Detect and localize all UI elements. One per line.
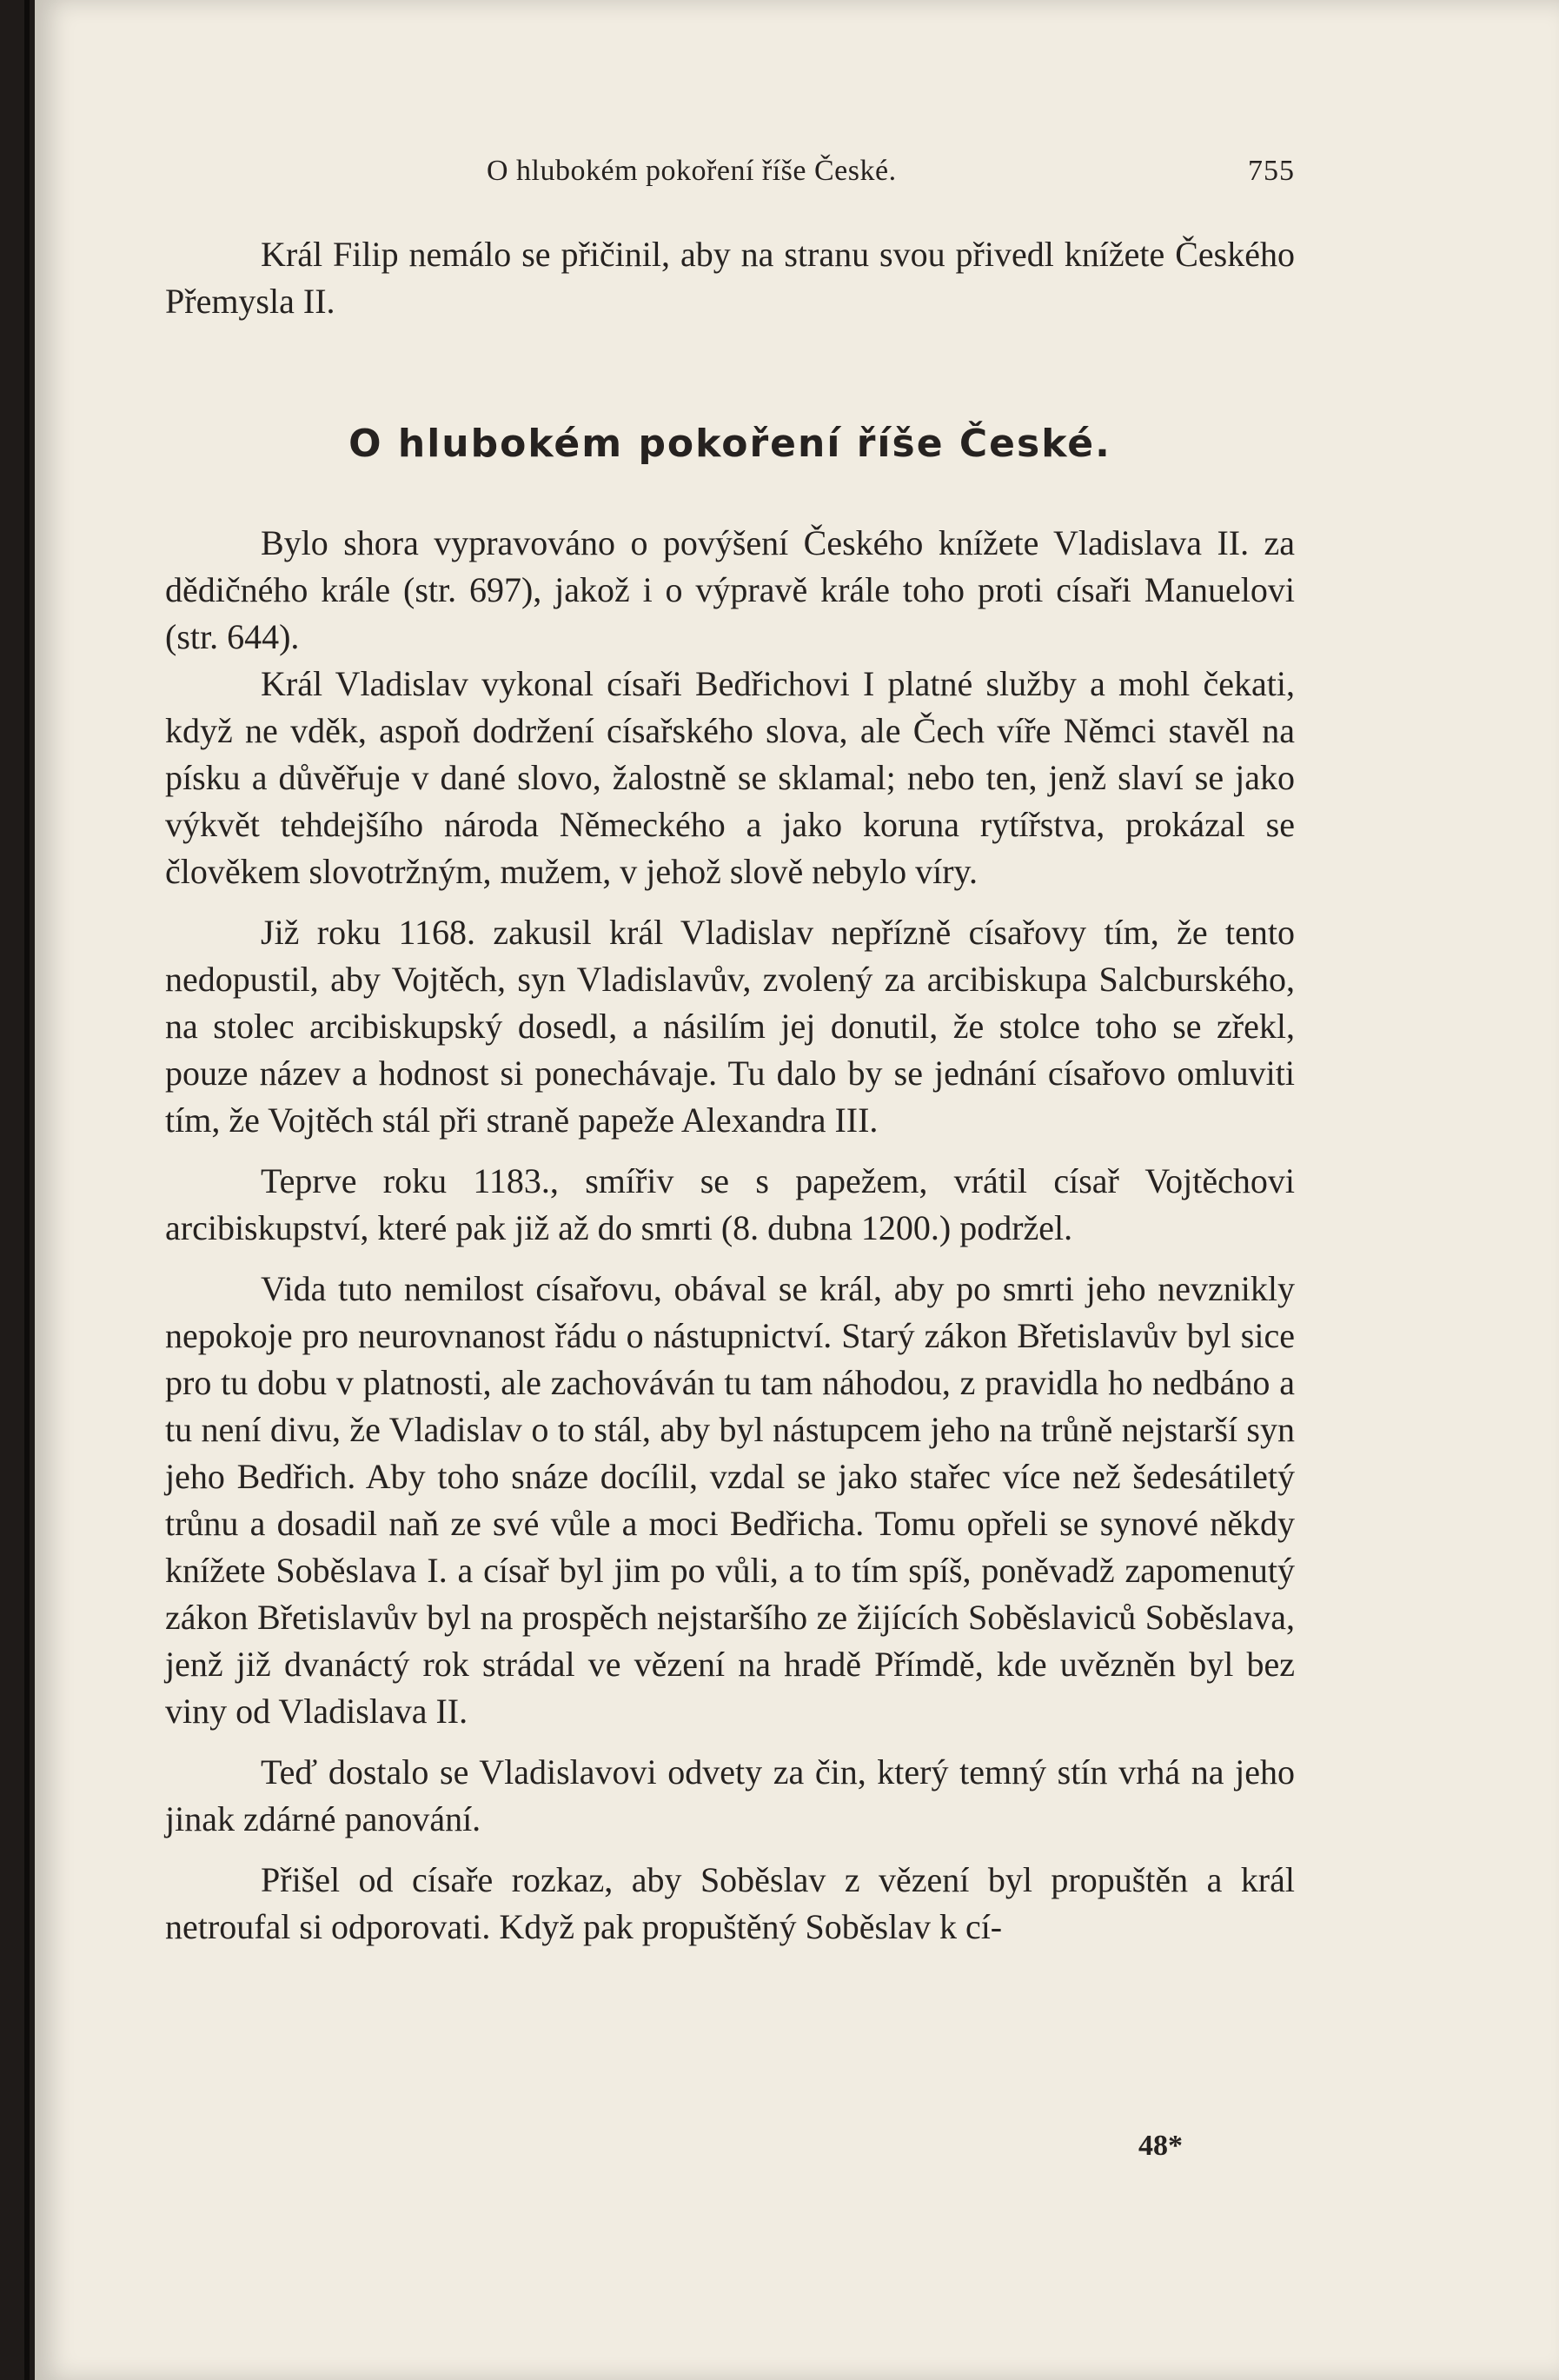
paragraph-5: Vida tuto nemilost císařovu, obával se král, aby po smrti jeho nevznikly nepokoje pro neurovnanost řádu o nástupnictví. Starý zákon Břetislavův byl sice pro tu dobu v platnosti, ale zachováván tu tam náhodou, z pravidla ho nedbáno a tu není divu, že Vladislav o to stál, aby byl nástupcem jeho na trůně nejstarší syn jeho Bedřich. Aby toho snáze docílil, vzdal se jako stařec více než šedesátiletý trůnu a dosadil naň ze své vůle a moci Bedřicha. Tomu opřeli se synové někdy knížete Soběslava I. a císař byl jim po vůli, a to tím spíš, poněvadž zapomenutý zákon Břetislavův byl na prospěch nejstaršího ze žijících Soběslaviců Soběslava, jenž již dvanáctý rok strádal ve vězení na hradě Přímdě, kde uvězněn byl bez viny od Vladislava II.: [165, 1269, 1295, 1731]
page-content: [165, 148, 1295, 1951]
paragraph-7: Přišel od císaře rozkaz, aby Soběslav z vězení byl propuštěn a král netroufal si odporovati. Když pak propuštěný Soběslav k cí-: [165, 1860, 1295, 1946]
page-number: 755: [1248, 155, 1295, 187]
running-head-title: O hlubokém pokoření říše České.: [487, 155, 897, 187]
paragraph-4: Teprve roku 1183., smířiv se s papežem, vrátil císař Vojtěchovi arcibiskupství, které pak již až do smrti (8. dubna 1200.) podržel.: [165, 1161, 1295, 1247]
book-spine: [24, 0, 30, 2380]
opening-paragraph: Král Filip nemálo se přičinil, aby na stranu svou přivedl knížete Českého Přemysla II.: [165, 235, 1295, 321]
section-heading: O hlubokém pokoření říše České.: [348, 422, 1111, 466]
paragraph-1: Bylo shora vypravováno o povýšení Českého knížete Vladislava II. za dědičného krále (str. 697), jakož i o výpravě krále toho proti císaři Manuelovi (str. 644).: [165, 523, 1295, 656]
paragraph-2: Král Vladislav vykonal císaři Bedřichovi I platné služby a mohl čekati, když ne vděk, aspoň dodržení císařského slova, ale Čech víře Němci stavěl na písku a důvěřuje v dané slovo, žalostně se sklamal; nebo ten, jenž slaví se jako výkvět tehdejšího národa Německého a jako koruna rytířstva, prokázal se člověkem slovotržným, mužem, v jehož slově nebylo víry.: [165, 664, 1295, 891]
paragraph-3: Již roku 1168. zakusil král Vladislav nepřízně císařovy tím, že tento nedopustil, aby Vojtěch, syn Vladislavův, zvolený za arcibiskupa Salcburského, na stolec arcibiskupský dosedl, a násilím jej donutil, že stolce toho se zřekl, pouze název a hodnost si ponechávaje. Tu dalo by se jednání císařovo omluviti tím, že Vojtěch stál při straně papeže Alexandra III.: [165, 913, 1295, 1140]
signature-mark: 48*: [1138, 2130, 1183, 2162]
paragraph-6: Teď dostalo se Vladislavovi odvety za čin, který temný stín vrhá na jeho jinak zdárné panování.: [165, 1752, 1295, 1838]
running-head: [165, 148, 1295, 200]
